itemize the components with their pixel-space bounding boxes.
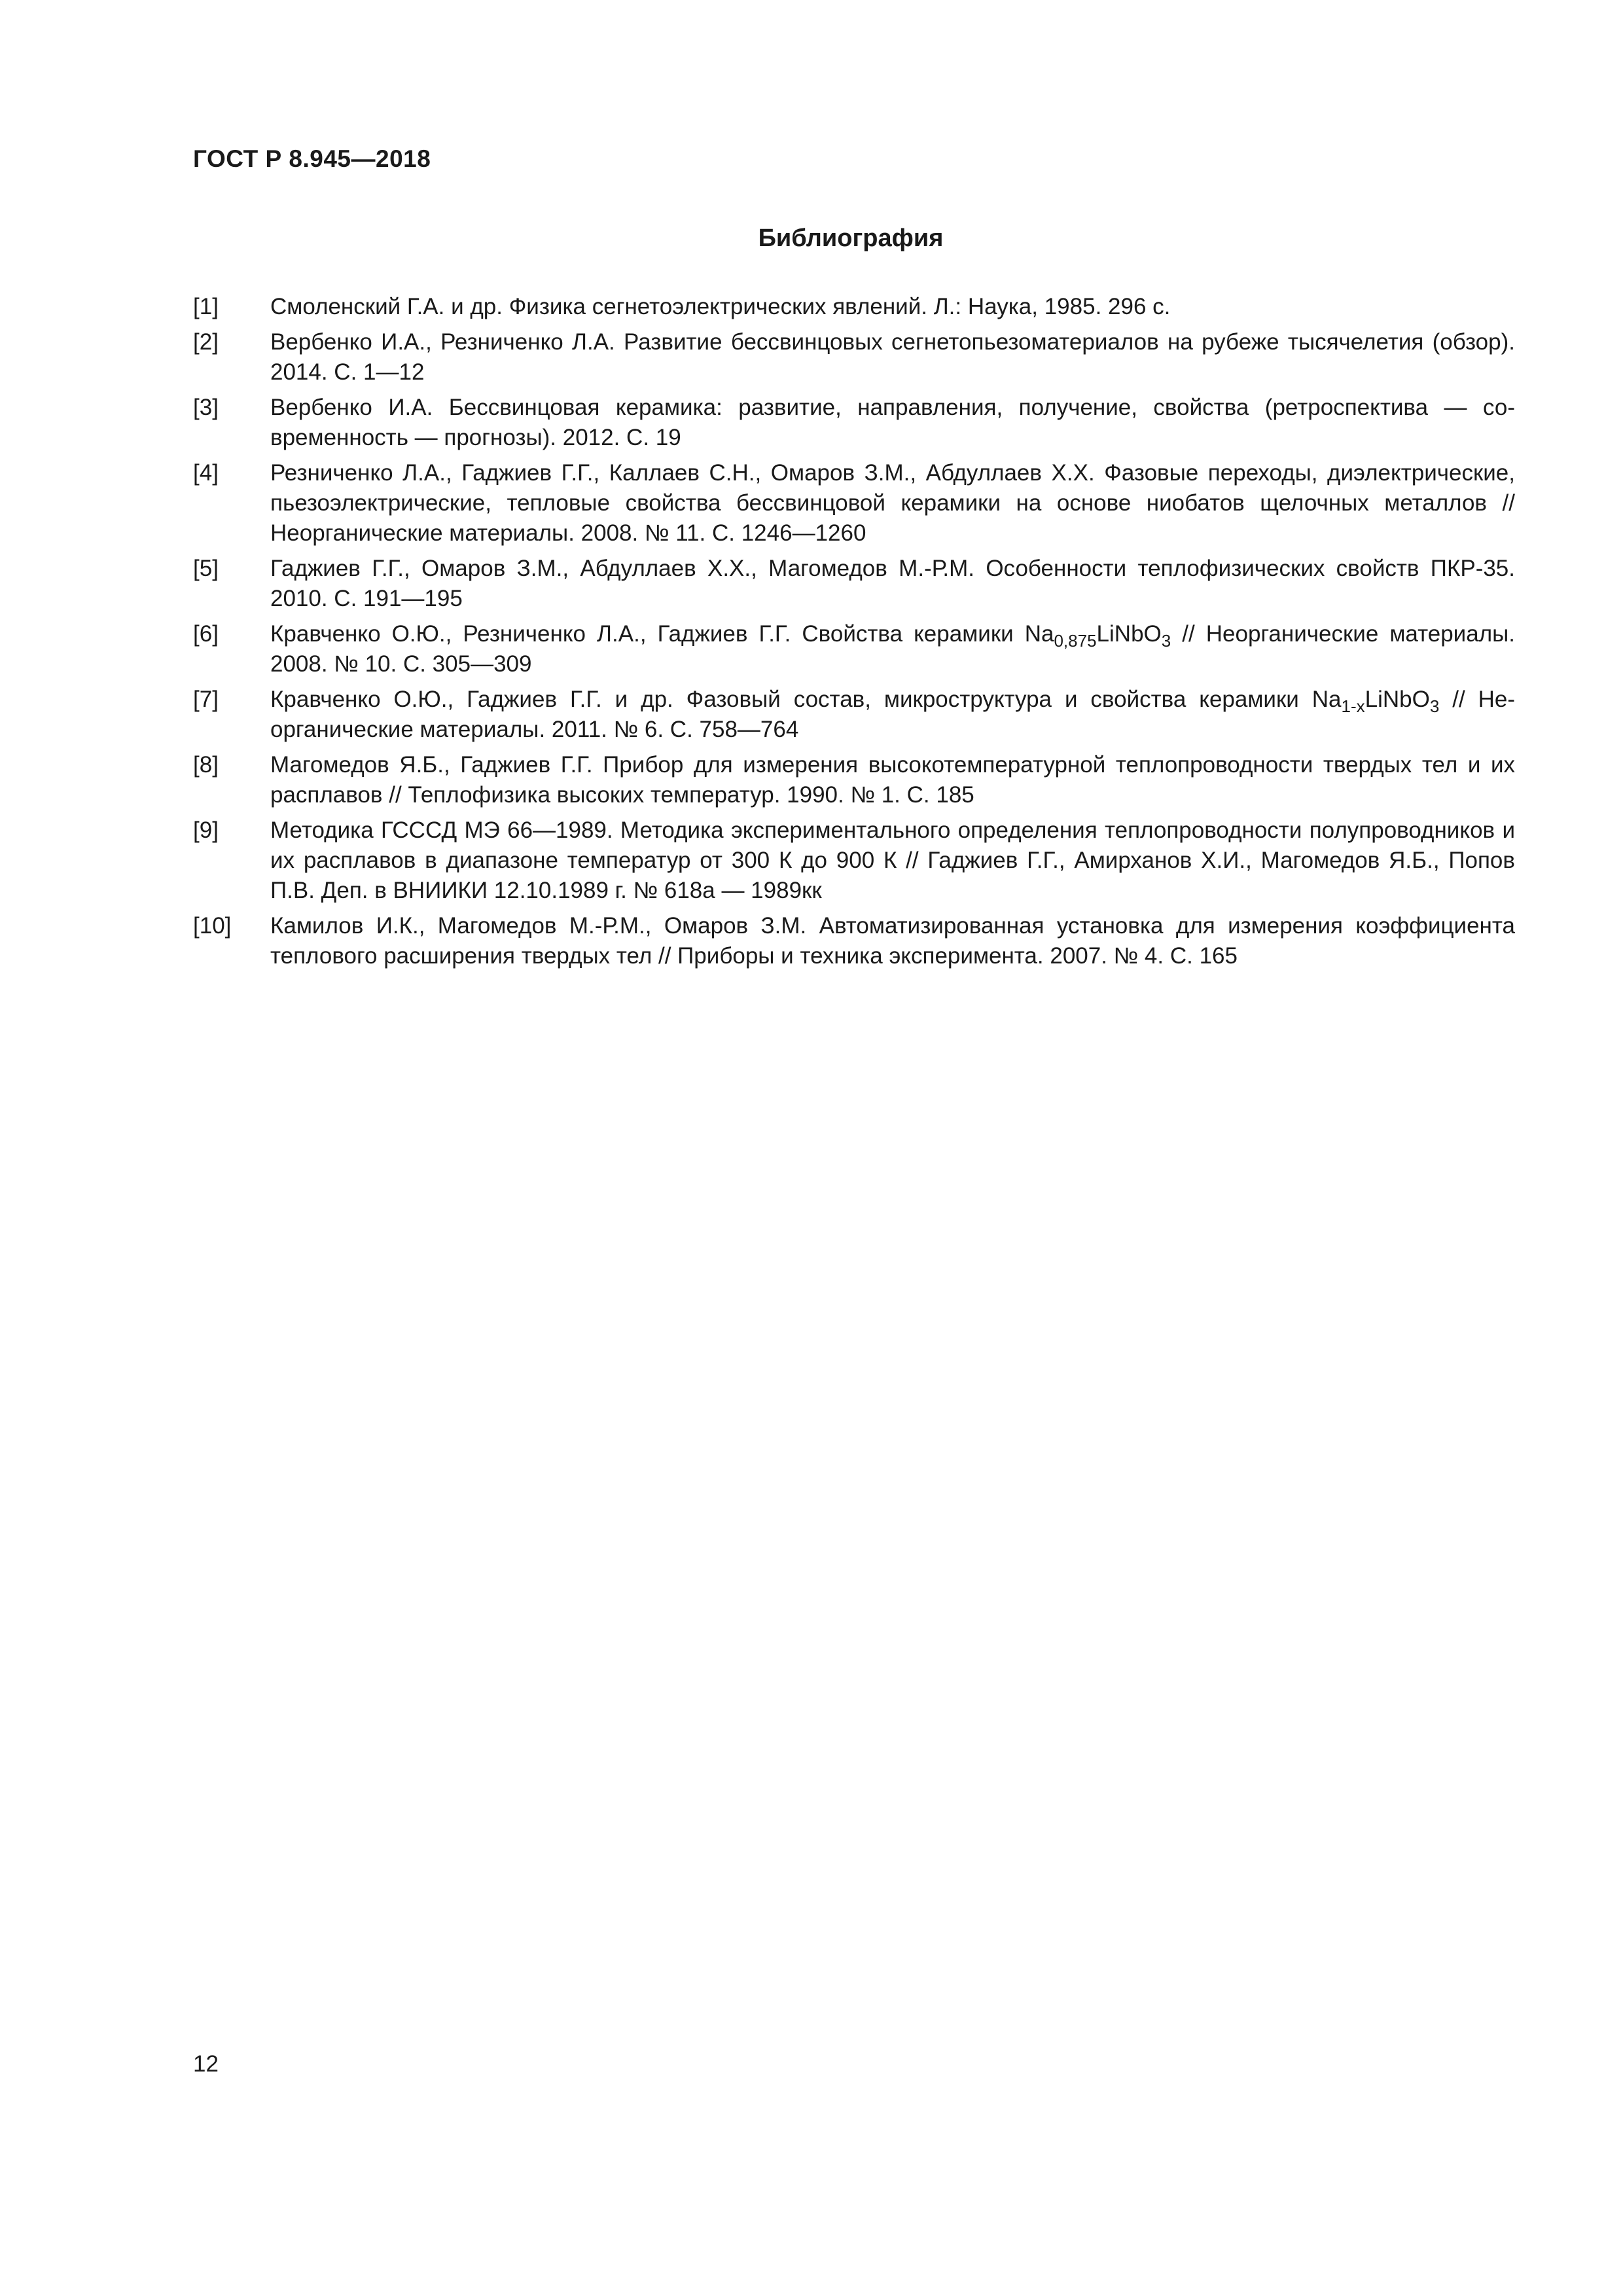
bibliography-entry — [193, 619, 1515, 679]
entry-text-formula: LiNbO — [1096, 621, 1162, 647]
entry-number: [8] — [193, 752, 219, 778]
bibliography-entry — [193, 911, 1515, 971]
formula-subscript: 0,875 — [1054, 631, 1097, 651]
entry-text: Камилов И.К., Магомедов М.-Р.М., Омаров З.М. Автоматизированная установка для измерения коэффициента теплового расширения твердых тел // Приборы и техника эксперимента. 2007. № 4. С. 165 — [270, 913, 1515, 969]
entry-number: [7] — [193, 687, 219, 712]
entry-text: Вербенко И.А., Резниченко Л.А. Развитие бессвинцовых сегнетопьезоматериалов на рубеже тысячелетия (обзор). 2014. С. 1—12 — [270, 329, 1515, 385]
bibliography-entry — [193, 750, 1515, 810]
entry-text-before: Кравченко О.Ю., Резниченко Л.А., Гаджиев Г.Г. Свойства керамики Na — [270, 621, 1054, 647]
formula-subscript: 1-x — [1341, 696, 1365, 716]
entry-text: Смоленский Г.А. и др. Физика сегнетоэлектрических явлений. Л.: Наука, 1985. 296 с. — [270, 294, 1171, 319]
entry-number: [4] — [193, 460, 219, 486]
bibliography-entry — [193, 816, 1515, 906]
entry-text-after: // Неорганические материалы. 2008. № 10. С. 305—309 — [270, 621, 1515, 677]
bibliography-entry — [193, 554, 1515, 614]
entry-text-after: // Неорганические материалы. 2011. № 6. С. 758—764 — [270, 687, 1515, 742]
entry-text-formula: LiNbO — [1364, 687, 1430, 712]
formula-subscript: 3 — [1161, 631, 1171, 651]
section-title: Библиография — [758, 224, 944, 252]
entry-text-before: Кравченко О.Ю., Гаджиев Г.Г. и др. Фазовый состав, микроструктура и свойства керамики Na — [270, 687, 1342, 712]
entry-number: [1] — [193, 294, 219, 319]
bibliography-list — [193, 292, 1515, 977]
entry-text: Вербенко И.А. Бессвинцовая керамика: развитие, направления, получение, свойства (ретроспектива — современность — прогнозы). 2012. С. 19 — [270, 395, 1515, 450]
entry-text — [270, 619, 1515, 679]
bibliography-entry — [193, 458, 1515, 548]
entry-text: Резниченко Л.А., Гаджиев Г.Г., Каллаев С.Н., Омаров З.М., Абдуллаев Х.Х. Фазовые переходы, диэлектрические, пьезоэлектрические, тепловые свойства бессвинцовой керамики на основе ниобатов щелочных металлов // Неорганические материалы. 2008. № 11. С. 1246—1260 — [270, 460, 1515, 546]
bibliography-entry — [193, 292, 1515, 322]
bibliography-entry — [193, 327, 1515, 387]
entry-number: [5] — [193, 556, 219, 581]
formula-subscript: 3 — [1429, 696, 1440, 716]
bibliography-entry — [193, 685, 1515, 745]
page-number: 12 — [193, 2051, 219, 2077]
entry-number: [6] — [193, 621, 219, 647]
entry-text: Гаджиев Г.Г., Омаров З.М., Абдуллаев Х.Х., Магомедов М.-Р.М. Особенности теплофизических свойств ПКР-35. 2010. С. 191—195 — [270, 556, 1515, 611]
entry-number: [9] — [193, 817, 219, 843]
entry-text: Методика ГСССД МЭ 66—1989. Методика экспериментального определения теплопроводности полупроводников и их расплавов в диапазоне температур от 300 К до 900 К // Гаджиев Г.Г., Амирханов Х.И., Магомедов Я.Б., Попов П.В. Деп. в ВНИИКИ 12.10.1989 г. № 618а — 1989кк — [270, 817, 1515, 903]
bibliography-entry — [193, 393, 1515, 453]
entry-number: [2] — [193, 329, 219, 355]
entry-number: [3] — [193, 395, 219, 420]
entry-text — [270, 685, 1515, 745]
entry-text: Магомедов Я.Б., Гаджиев Г.Г. Прибор для измерения высокотемпературной теплопроводности твердых тел и их расплавов // Теплофизика высоких температур. 1990. № 1. С. 185 — [270, 752, 1515, 808]
document-code-header: ГОСТ Р 8.945—2018 — [193, 145, 431, 172]
entry-number: [10] — [193, 913, 232, 939]
